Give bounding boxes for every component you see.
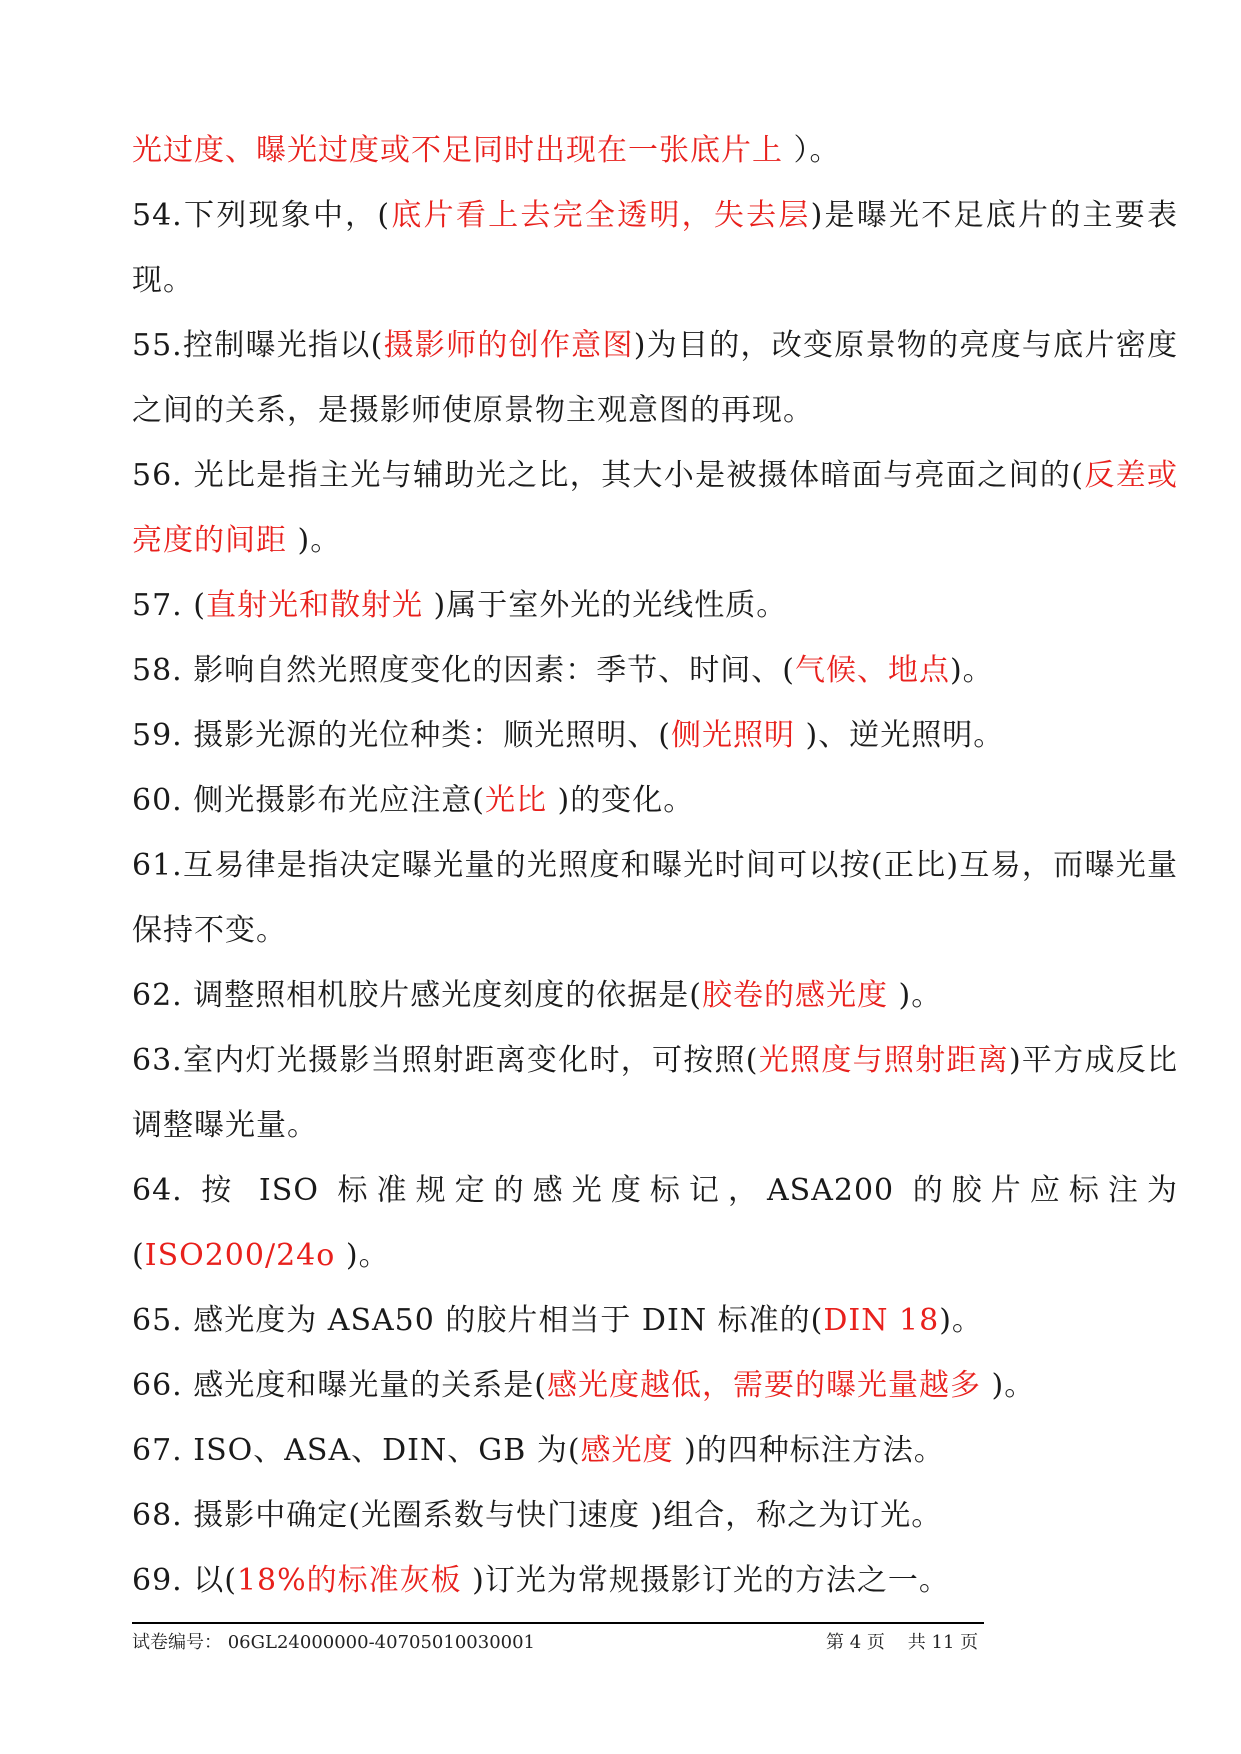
answer-text: 侧光照明: [670, 718, 806, 753]
question-list: [132, 118, 1178, 1613]
exam-code-value: 06GL24000000-40705010030001: [227, 1632, 535, 1653]
question-text: 64. 按 ISO 标准规定的感光度标记，ASA200 的胶片应标注为(: [132, 1173, 1178, 1273]
exam-code: [132, 1632, 535, 1654]
question-item: [132, 1288, 1178, 1353]
question-text: 59. 摄影光源的光位种类：顺光照明、(: [132, 718, 671, 753]
page-number: [826, 1632, 978, 1654]
question-text: 61.互易律是指决定曝光量的光照度和曝光时间可以按(正比)互易，而曝光量保持不变。: [132, 848, 1178, 948]
question-item: [132, 703, 1178, 768]
answer-text: 18%的标准灰板: [236, 1563, 473, 1598]
question-text: 65. 感光度为 ASA50 的胶片相当于 DIN 标准的(: [132, 1303, 824, 1338]
footer-divider: [132, 1622, 984, 1624]
page-number-text: 第 4 页 共 11 页: [826, 1632, 979, 1653]
answer-text: 光比: [484, 783, 558, 818]
question-text: 63.室内灯光摄影当照射距离变化时，可按照(: [132, 1043, 759, 1078]
question-item: [132, 1483, 1178, 1548]
question-text: 57. (: [132, 588, 206, 623]
question-text: 54.下列现象中，(: [132, 198, 391, 233]
question-item: [132, 768, 1178, 833]
question-text: )是曝光不足底片的主要表现。: [132, 198, 1178, 298]
answer-text: ISO200/24o: [144, 1238, 346, 1273]
question-text: )。: [345, 1238, 390, 1273]
question-text: )。: [898, 978, 943, 1013]
question-text: 68. 摄影中确定(光圈系数与快门速度 )组合，称之为订光。: [132, 1498, 943, 1533]
question-text: )。: [991, 1368, 1036, 1403]
question-item: [132, 118, 1178, 183]
question-text: ）。: [793, 133, 841, 168]
question-text: )的变化。: [557, 783, 695, 818]
question-item: [132, 443, 1178, 573]
question-item: [132, 833, 1178, 963]
question-text: 66. 感光度和曝光量的关系是(: [132, 1368, 547, 1403]
answer-text: 反差或亮度的间距: [132, 458, 1179, 558]
question-text: )平方成反比调整曝光量。: [132, 1043, 1178, 1143]
question-text: 55.控制曝光指以(: [132, 328, 384, 363]
answer-text: 光过度、曝光过度或不足同时出现在一张底片上: [132, 133, 794, 168]
question-text: 58. 影响自然光照度变化的因素：季节、时间、(: [132, 653, 795, 688]
exam-code-label: 试卷编号：: [132, 1632, 222, 1653]
question-item: [132, 1158, 1178, 1288]
question-item: [132, 1548, 1178, 1613]
question-text: 69. 以(: [132, 1563, 237, 1598]
answer-text: 光照度与照射距离: [758, 1043, 1009, 1078]
answer-text: 感光度: [580, 1433, 685, 1468]
question-item: [132, 573, 1178, 638]
question-item: [132, 183, 1178, 313]
question-item: [132, 1418, 1178, 1483]
question-text: )。: [949, 653, 994, 688]
question-item: [132, 1353, 1178, 1418]
question-text: )、逆光照明。: [805, 718, 1005, 753]
answer-text: 底片看上去完全透明，失去层: [390, 198, 811, 233]
question-text: 60. 侧光摄影布光应注意(: [132, 783, 485, 818]
answer-text: 胶卷的感光度: [701, 978, 899, 1013]
question-text: 62. 调整照相机胶片感光度刻度的依据是(: [132, 978, 702, 1013]
question-item: [132, 963, 1178, 1028]
answer-text: 感光度越低，需要的曝光量越多: [546, 1368, 992, 1403]
question-text: )。: [297, 523, 342, 558]
question-text: )为目的，改变原景物的亮度与底片密度之间的关系，是摄影师使原景物主观意图的再现。: [132, 328, 1178, 428]
question-text: )的四种标注方法。: [684, 1433, 945, 1468]
answer-text: 直射光和散射光: [205, 588, 434, 623]
answer-text: DIN 18: [823, 1303, 940, 1338]
answer-text: 气候、地点: [794, 653, 950, 688]
question-text: )属于室外光的光线性质。: [433, 588, 788, 623]
answer-text: 摄影师的创作意图: [383, 328, 634, 363]
question-item: [132, 1028, 1178, 1158]
question-text: )订光为常规摄影订光的方法之一。: [472, 1563, 950, 1598]
question-text: 67. ISO、ASA、DIN、GB 为(: [132, 1433, 581, 1468]
question-item: [132, 313, 1178, 443]
question-item: [132, 638, 1178, 703]
question-text: 56. 光比是指主光与辅助光之比，其大小是被摄体暗面与亮面之间的(: [132, 458, 1084, 493]
question-text: )。: [939, 1303, 983, 1338]
